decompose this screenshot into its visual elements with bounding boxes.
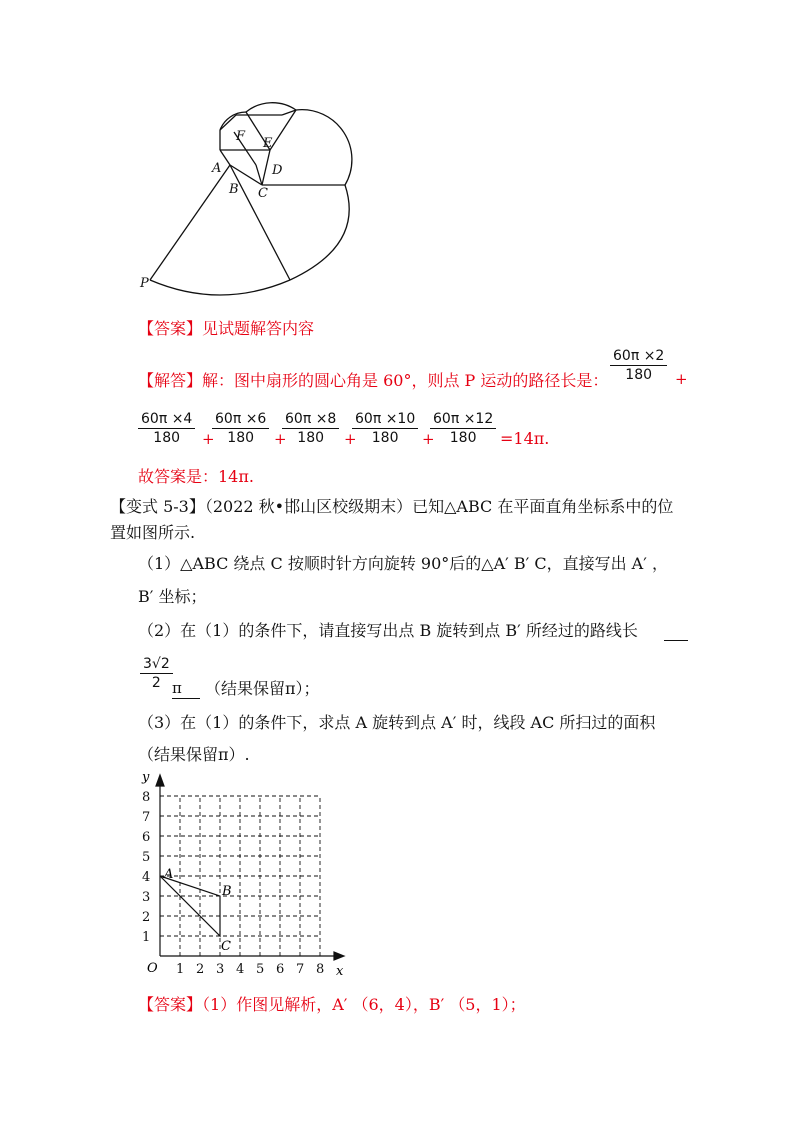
y-tick-label: 6 xyxy=(142,830,151,845)
plus-sign: + xyxy=(202,430,215,448)
axis-y-label: y xyxy=(142,770,150,785)
solution-conclusion: 故答案是：14π. xyxy=(138,467,254,486)
question-1-cont: B′ 坐标； xyxy=(138,587,207,606)
problem-tag: 【变式 5-3】 xyxy=(110,497,205,516)
label-F: F xyxy=(236,129,246,144)
label-E: E xyxy=(263,136,273,151)
point-C-label: C xyxy=(221,939,231,954)
solution-result: =14π. xyxy=(500,429,550,448)
fraction-2: $\frac{60\pi \times 4}{180}$ xyxy=(138,410,195,447)
fraction-6: $\frac{60\pi \times 12}{180}$ xyxy=(430,410,496,447)
problem-2-intro-cont: 置如图所示. xyxy=(110,523,196,542)
x-tick-label: 1 xyxy=(176,962,185,977)
solution-1 xyxy=(138,370,608,392)
answer-tag: 【答案】 xyxy=(138,995,203,1014)
y-tick-label: 8 xyxy=(142,790,151,805)
answer-1 xyxy=(138,318,314,340)
problem-2-intro xyxy=(110,496,673,518)
label-P: P xyxy=(140,276,149,291)
answer-text: 见试题解答内容 xyxy=(202,319,315,338)
y-tick-label: 1 xyxy=(142,930,151,945)
answer-text: （1）作图见解析，A′ （6，4），B′ （5，1）； xyxy=(202,995,526,1014)
question-1: （1）△ABC 绕点 C 按顺时针方向旋转 90°后的△A′ B′ C，直接写出 A′ ， xyxy=(138,554,668,573)
fraction-5: $\frac{60\pi \times 10}{180}$ xyxy=(352,410,418,447)
solution-tag: 【解答】 xyxy=(138,371,203,390)
question-2-tail: （结果保留π）； xyxy=(205,679,320,698)
x-tick-label: 7 xyxy=(296,962,305,977)
label-A: A xyxy=(212,161,222,176)
question-3-cont: （结果保留π）. xyxy=(138,745,250,764)
plus-sign: + xyxy=(675,370,688,388)
y-tick-label: 4 xyxy=(142,870,151,885)
origin-label: O xyxy=(147,961,158,976)
x-tick-label: 2 xyxy=(196,962,205,977)
answer-blank xyxy=(664,640,688,641)
plus-sign: + xyxy=(344,430,357,448)
label-C: C xyxy=(258,186,268,201)
answer-tag: 【答案】 xyxy=(138,319,203,338)
question-2: （2）在（1）的条件下，请直接写出点 B 旋转到点 B′ 所经过的路线长 xyxy=(138,621,638,640)
point-A-label: A xyxy=(164,867,174,882)
question-3: （3）在（1）的条件下，求点 A 旋转到点 A′ 时，线段 AC 所扫过的面积 xyxy=(138,713,656,732)
sector-spiral-figure xyxy=(130,90,370,305)
axis-x-label: x xyxy=(336,964,344,979)
problem-intro: （2022 秋•邯山区校级期末）已知△ABC 在平面直角坐标系中的位 xyxy=(204,497,674,516)
x-tick-label: 8 xyxy=(316,962,325,977)
coordinate-grid xyxy=(130,765,360,985)
point-B-label: B xyxy=(222,884,232,899)
y-tick-label: 2 xyxy=(142,910,151,925)
label-D: D xyxy=(272,163,283,178)
y-tick-label: 5 xyxy=(142,850,151,865)
y-tick-label: 3 xyxy=(142,890,151,905)
fraction-3: $\frac{60\pi \times 6}{180}$ xyxy=(212,410,269,447)
y-tick-label: 7 xyxy=(142,810,151,825)
x-tick-label: 4 xyxy=(236,962,245,977)
q2-pi-blank: π xyxy=(172,678,200,699)
fraction-4: $\frac{60\pi \times 8}{180}$ xyxy=(282,410,339,447)
label-B: B xyxy=(229,182,239,197)
q2-fraction: $\frac{3√2}{2}$ xyxy=(140,655,173,692)
x-tick-label: 5 xyxy=(256,962,265,977)
x-tick-label: 3 xyxy=(216,962,225,977)
plus-sign: + xyxy=(422,430,435,448)
solution-text: 解：图中扇形的圆心角是 60°，则点 P 运动的路径长是： xyxy=(202,371,609,390)
answer-2 xyxy=(138,994,526,1016)
plus-sign: + xyxy=(274,430,287,448)
x-tick-label: 6 xyxy=(276,962,285,977)
fraction-1: $\frac{60\pi \times 2}{180}$ xyxy=(610,347,667,384)
